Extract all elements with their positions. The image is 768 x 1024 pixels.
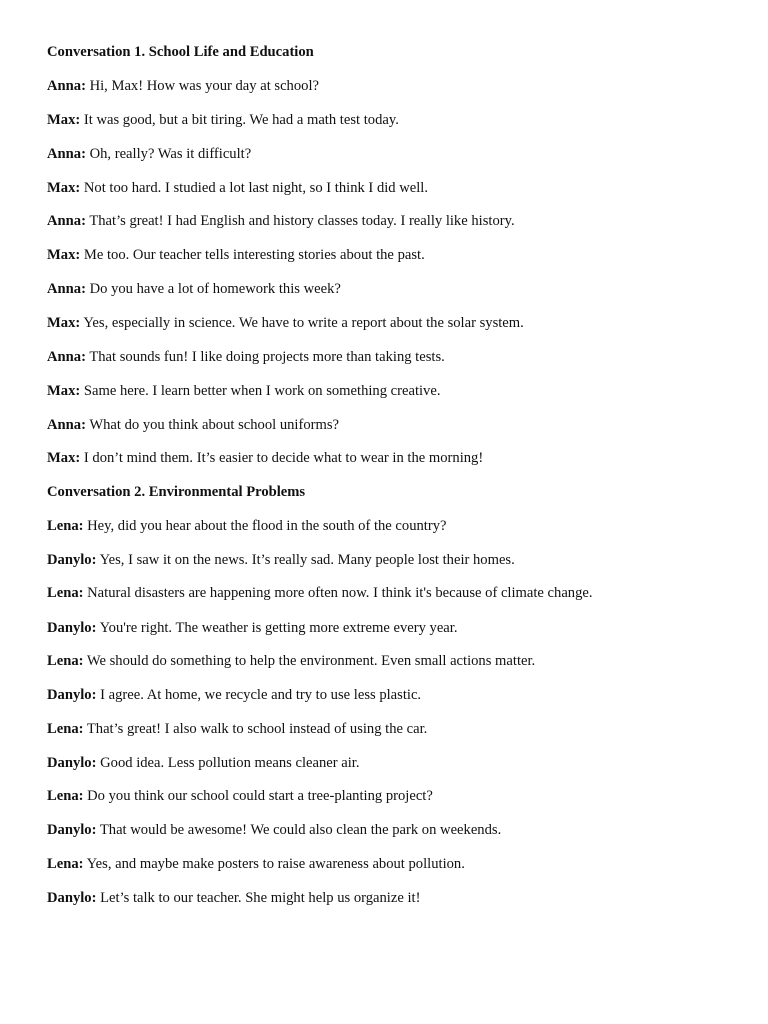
dialogue-text: That would be awesome! We could also clean the park on weekends. [96,822,502,838]
dialogue-text: Oh, really? Was it difficult? [85,146,252,162]
dialogue-line [47,280,748,298]
dialogue-text: Hey, did you hear about the flood in the south of the country? [83,518,447,534]
dialogue-line [47,382,748,400]
speaker-name: Danylo: [47,822,97,838]
dialogue-text: That sounds fun! I like doing projects more than taking tests. [85,349,445,365]
dialogue-text: That’s great! I had English and history classes today. I really like history. [85,213,515,229]
dialogue-line [47,517,748,535]
dialogue-text: Me too. Our teacher tells interesting stories about the past. [80,247,425,263]
dialogue-line [47,619,748,637]
dialogue-line [47,314,748,332]
dialogue-line [47,449,748,467]
speaker-name: Danylo: [47,687,97,703]
speaker-name: Max: [47,247,81,263]
dialogue-line [47,855,748,873]
speaker-name: Lena: [47,585,84,601]
dialogue-line [47,821,748,839]
speaker-name: Lena: [47,856,84,872]
dialogue-text: Same here. I learn better when I work on something creative. [80,383,441,399]
dialogue-text: I don’t mind them. It’s easier to decide what to wear in the morning! [80,450,484,466]
dialogue-text: Not too hard. I studied a lot last night, so I think I did well. [80,180,429,196]
speaker-name: Anna: [47,281,86,297]
speaker-name: Lena: [47,721,84,737]
dialogue-line [47,77,748,95]
dialogue-line [47,652,748,670]
dialogue-text: Yes, I saw it on the news. It’s really sad. Many people lost their homes. [96,552,515,568]
dialogue-line [47,754,748,772]
speaker-name: Lena: [47,653,84,669]
dialogue-line [47,787,748,805]
speaker-name: Anna: [47,417,86,433]
dialogue-text: That’s great! I also walk to school instead of using the car. [83,721,428,737]
dialogue-line [47,111,748,129]
dialogue-line [47,686,748,704]
speaker-name: Danylo: [47,890,97,906]
speaker-name: Anna: [47,213,86,229]
speaker-name: Lena: [47,788,84,804]
dialogue-text: Yes, especially in science. We have to write a report about the solar system. [80,315,524,331]
dialogue-text: Natural disasters are happening more often now. I think it's because of climate change. [83,585,593,601]
dialogue-text: Do you think our school could start a tree-planting project? [83,788,433,804]
dialogue-line [47,246,748,264]
dialogue-line [47,416,748,434]
dialogue-line [47,212,748,230]
speaker-name: Max: [47,112,81,128]
dialogue-line [47,720,748,738]
dialogue-text: Good idea. Less pollution means cleaner air. [96,755,360,771]
dialogue-line [47,179,748,197]
dialogue-text: I agree. At home, we recycle and try to use less plastic. [96,687,422,703]
dialogue-line [47,889,748,907]
speaker-name: Danylo: [47,552,97,568]
dialogue-line [47,348,748,366]
speaker-name: Max: [47,180,81,196]
speaker-name: Anna: [47,78,86,94]
dialogue-text: It was good, but a bit tiring. We had a math test today. [80,112,399,128]
conversation-2-title: Conversation 2. Environmental Problems [47,484,306,500]
dialogue-text: Yes, and maybe make posters to raise awareness about pollution. [83,856,465,872]
dialogue-text: Hi, Max! How was your day at school? [85,78,319,94]
speaker-name: Max: [47,383,81,399]
speaker-name: Anna: [47,349,86,365]
dialogue-text: Let’s talk to our teacher. She might help us organize it! [96,890,421,906]
speaker-name: Danylo: [47,620,97,636]
conversation-1-title: Conversation 1. School Life and Education [47,44,314,60]
speaker-name: Lena: [47,518,84,534]
dialogue-text: Do you have a lot of homework this week? [85,281,341,297]
speaker-name: Anna: [47,146,86,162]
dialogue-text: We should do something to help the environment. Even small actions matter. [83,653,536,669]
dialogue-line [47,551,748,569]
dialogue-line [47,584,748,602]
speaker-name: Danylo: [47,755,97,771]
dialogue-line [47,145,748,163]
speaker-name: Max: [47,450,81,466]
dialogue-text: You're right. The weather is getting more extreme every year. [96,620,458,636]
dialogue-text: What do you think about school uniforms? [85,417,339,433]
speaker-name: Max: [47,315,81,331]
